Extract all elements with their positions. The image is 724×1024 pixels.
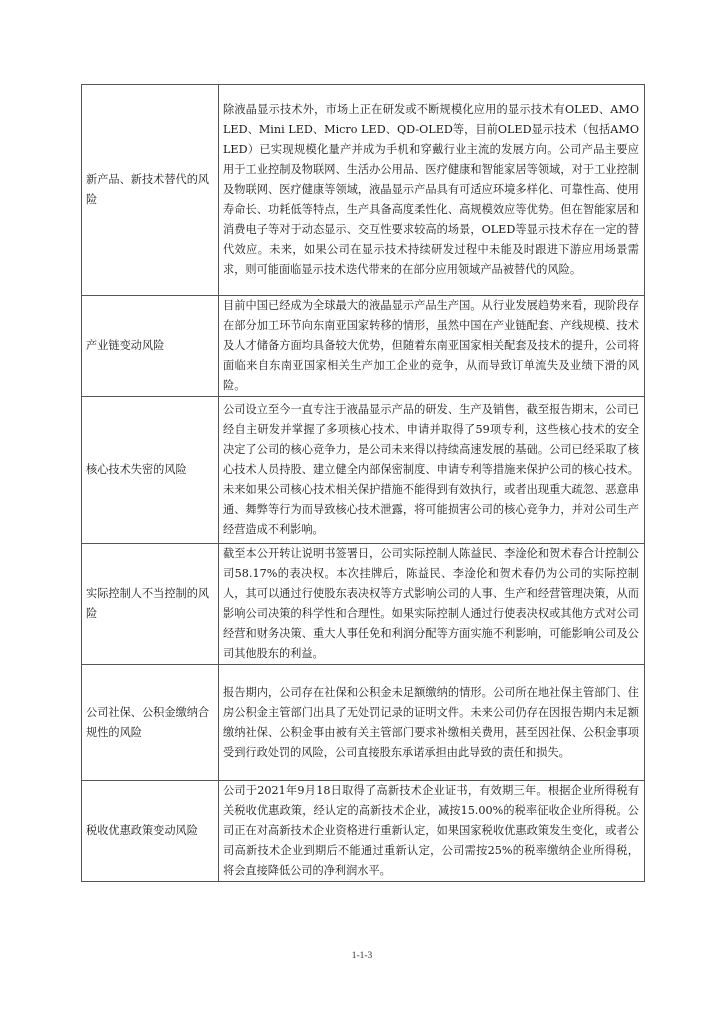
risk-name-cell: 产业链变动风险 [82, 296, 219, 397]
risk-description-cell: 公司设立至今一直专注于液晶显示产品的研发、生产及销售，截至报告期末，公司已经自主研发并掌握了多项核心技术、申请并取得了59项专利，这些核心技术的安全决定了公司的核心竞争力，是公司未来得以持续高速发展的基础。公司已经采取了核心技术人员持股、建立健全内部保密制度、申请专利等措施来保护公司的核心技术。未来如果公司核心技术相关保护措施不能得到有效执行，或者出现重大疏忽、恶意串通、舞弊等行为而导致核心技术泄露，将可能损害公司的核心竞争力，并对公司生产经营造成不利影响。 [219, 397, 645, 544]
risk-description-cell: 截至本公开转让说明书签署日，公司实际控制人陈益民、李淦伦和贺术春合计控制公司58.17%的表决权。本次挂牌后，陈益民、李淦伦和贺术春仍为公司的实际控制人，其可以通过行使股东表决权等方式影响公司的人事、生产和经营管理决策，从而影响公司决策的科学性和合理性。如果实际控制人通过行使表决权或其他方式对公司经营和财务决策、重大人事任免和利润分配等方面实施不利影响，可能影响公司及公司其他股东的利益。 [219, 544, 645, 665]
risk-description-cell: 目前中国已经成为全球最大的液晶显示产品生产国。从行业发展趋势来看，现阶段存在部分加工环节向东南亚国家转移的情形，虽然中国在产业链配套、产线规模、技术及人才储备方面均具备较大优势，但随着东南亚国家相关配套及技术的提升，公司将面临来自东南亚国家相关生产加工企业的竞争，从而导致订单流失及业绩下滑的风险。 [219, 296, 645, 397]
risk-name-cell: 公司社保、公积金缴纳合规性的风险 [82, 665, 219, 781]
risk-name-cell: 税收优惠政策变动风险 [82, 781, 219, 882]
table-row [82, 296, 645, 397]
table-row [82, 544, 645, 665]
risk-name-cell: 实际控制人不当控制的风险 [82, 544, 219, 665]
risk-description-cell: 报告期内，公司存在社保和公积金未足额缴纳的情形。公司所在地社保主管部门、住房公积金主管部门出具了无处罚记录的证明文件。未来公司仍存在因报告期内未足额缴纳社保、公积金事由被有关主管部门要求补缴相关费用，甚至因社保、公积金事项受到行政处罚的风险，公司直接股东承诺承担由此导致的责任和损失。 [219, 665, 645, 781]
risk-name-cell: 新产品、新技术替代的风险 [82, 85, 219, 296]
table-row [82, 85, 645, 296]
table-row [82, 781, 645, 882]
risk-description-cell: 除液晶显示技术外，市场上正在研发或不断规模化应用的显示技术有OLED、AMOLED、Mini LED、Micro LED、QD-OLED等，目前OLED显示技术（包括AMOLED）已实现规模化量产并成为手机和穿戴行业主流的发展方向。公司产品主要应用于工业控制及物联网、生活办公用品、医疗健康和智能家居等领域，对于工业控制及物联网、医疗健康等领域，液晶显示产品具有可适应环境多样化、可靠性高、使用寿命长、功耗低等特点，生产具备高度柔性化、高规模效应等优势。但在智能家居和消费电子等对于动态显示、交互性要求较高的场景，OLED等显示技术存在一定的替代效应。未来，如果公司在显示技术持续研发过程中未能及时跟进下游应用场景需求，则可能面临显示技术迭代带来的在部分应用领域产品被替代的风险。 [219, 85, 645, 296]
risk-description-cell: 公司于2021年9月18日取得了高新技术企业证书，有效期三年。根据企业所得税有关税收优惠政策，经认定的高新技术企业，减按15.00%的税率征收企业所得税。公司正在对高新技术企业资格进行重新认定，如果国家税收优惠政策发生变化，或者公司高新技术企业到期后不能通过重新认定，公司需按25%的税率缴纳企业所得税，将会直接降低公司的净利润水平。 [219, 781, 645, 882]
page-number: 1-1-3 [351, 951, 373, 961]
table-row [82, 665, 645, 781]
risk-factor-table [81, 84, 645, 882]
risk-name-cell: 核心技术失密的风险 [82, 397, 219, 544]
table-row [82, 397, 645, 544]
